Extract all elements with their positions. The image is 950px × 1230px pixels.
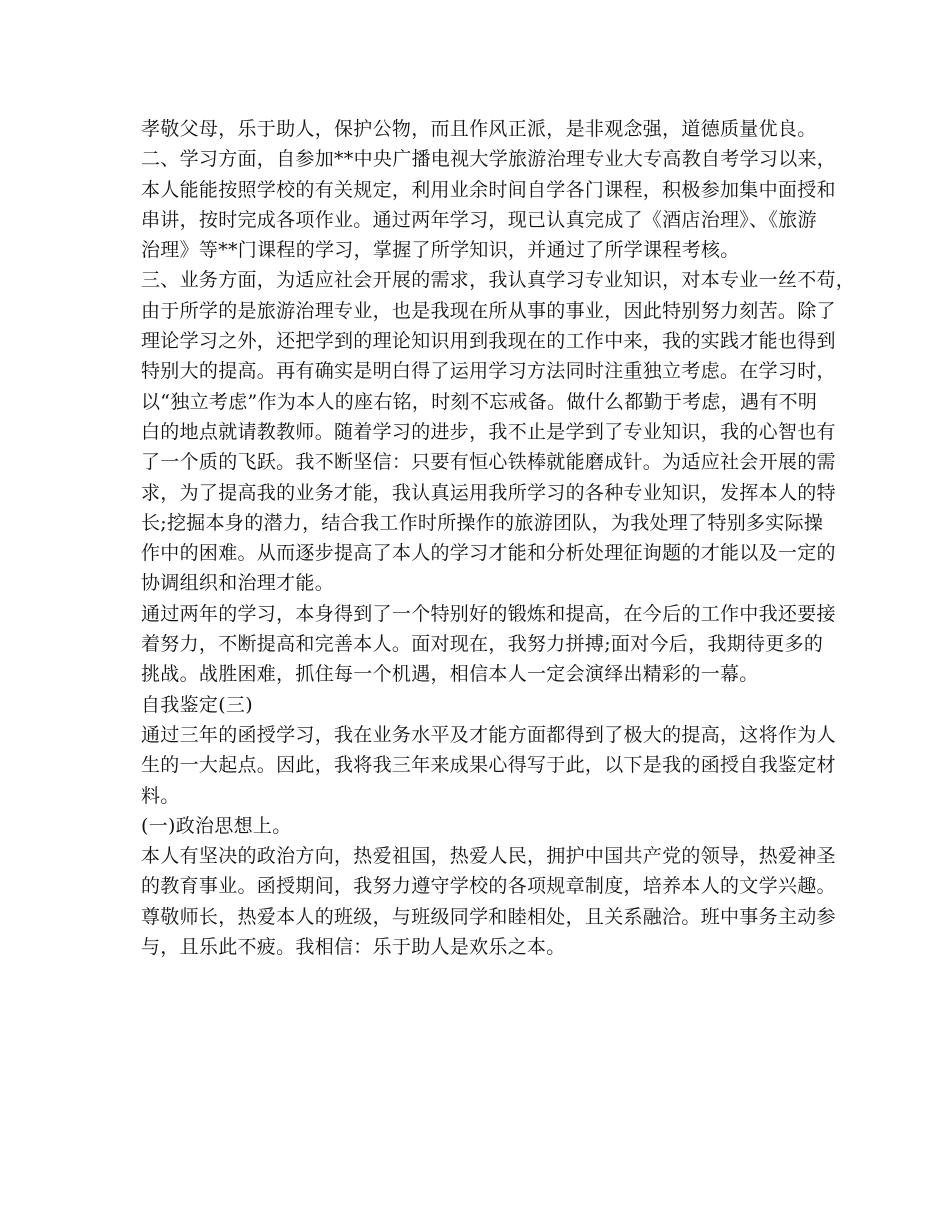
text-line: 特别大的提高。再有确实是明白得了运用学习方法同时注重独立考虑。在学习时，: [141, 360, 836, 383]
text-line: 料。: [141, 784, 180, 807]
text-line: 与，且乐此不疲。我相信：乐于助人是欢乐之本。: [141, 936, 566, 959]
section-heading-work: 三、业务方面，为适应社会开展的需求，我认真学习专业知识，对本专业一丝不苟，: [141, 269, 856, 292]
text-line: 的教育事业。函授期间，我努力遵守学校的各项规章制度，培养本人的文学兴趣。: [141, 875, 836, 898]
text-line: 孝敬父母，乐于助人，保护公物，而且作风正派，是非观念强，道德质量优良。: [141, 118, 817, 140]
subheading-political-thought: (一)政治思想上。: [141, 814, 292, 837]
document-body: [141, 114, 856, 962]
text-line: 着努力，不断提高和完善本人。面对现在，我努力拼搏;面对今后，我期待更多的: [141, 633, 824, 656]
section-title-self-assessment-3: 自我鉴定(三): [141, 693, 253, 716]
text-line: 通过三年的函授学习，我在业务水平及才能方面都得到了极大的提高，这将作为人: [141, 723, 836, 746]
text-line: 理论学习之外，还把学到的理论知识用到我现在的工作中来，我的实践才能也得到: [141, 330, 836, 353]
text-line: 作中的困难。从而逐步提高了本人的学习才能和分析处理征询题的才能以及一定的: [141, 542, 836, 565]
text-line: 治理》等**门课程的学习，掌握了所学知识，并通过了所学课程考核。: [141, 239, 740, 262]
text-line: 生的一大起点。因此，我将我三年来成果心得写于此，以下是我的函授自我鉴定材: [141, 754, 836, 777]
text-line: 本人有坚决的政治方向，热爱祖国，热爱人民，拥护中国共产党的领导，热爱神圣: [141, 845, 836, 868]
text-line: 以“独立考虑”作为本人的座右铭，时刻不忘戒备。做什么都勤于考虑，遇有不明: [141, 390, 818, 413]
text-line: 由于所学的是旅游治理专业，也是我现在所从事的事业，因此特别努力刻苦。除了: [141, 299, 836, 322]
text-line: 白的地点就请教教师。随着学习的进步，我不止是学到了专业知识，我的心智也有: [141, 420, 836, 443]
text-line: 了一个质的飞跃。我不断坚信：只要有恒心铁棒就能磨成针。为适应社会开展的需: [141, 451, 836, 474]
text-line: 本人能能按照学校的有关规定，利用业余时间自学各门课程，积极参加集中面授和: [141, 178, 836, 201]
text-line: 求，为了提高我的业务才能，我认真运用我所学习的各种专业知识，发挥本人的特: [141, 481, 836, 504]
text-line: 挑战。战胜困难，抓住每一个机遇，相信本人一定会演绎出精彩的一幕。: [141, 663, 759, 686]
text-line: 通过两年的学习，本身得到了一个特别好的锻炼和提高，在今后的工作中我还要接: [141, 602, 836, 625]
text-line: 协调组织和治理才能。: [141, 572, 335, 595]
text-line: 长;挖掘本身的潜力，结合我工作时所操作的旅游团队，为我处理了特别多实际操: [141, 511, 824, 534]
text-line: 串讲，按时完成各项作业。通过两年学习，现已认真完成了《酒店治理》、《旅游: [141, 208, 817, 231]
text-line: 尊敬师长，热爱本人的班级，与班级同学和睦相处，且关系融洽。班中事务主动参: [141, 905, 836, 928]
section-heading-study: 二、学习方面，自参加**中央广播电视大学旅游治理专业大专高教自考学习以来，: [141, 148, 837, 171]
